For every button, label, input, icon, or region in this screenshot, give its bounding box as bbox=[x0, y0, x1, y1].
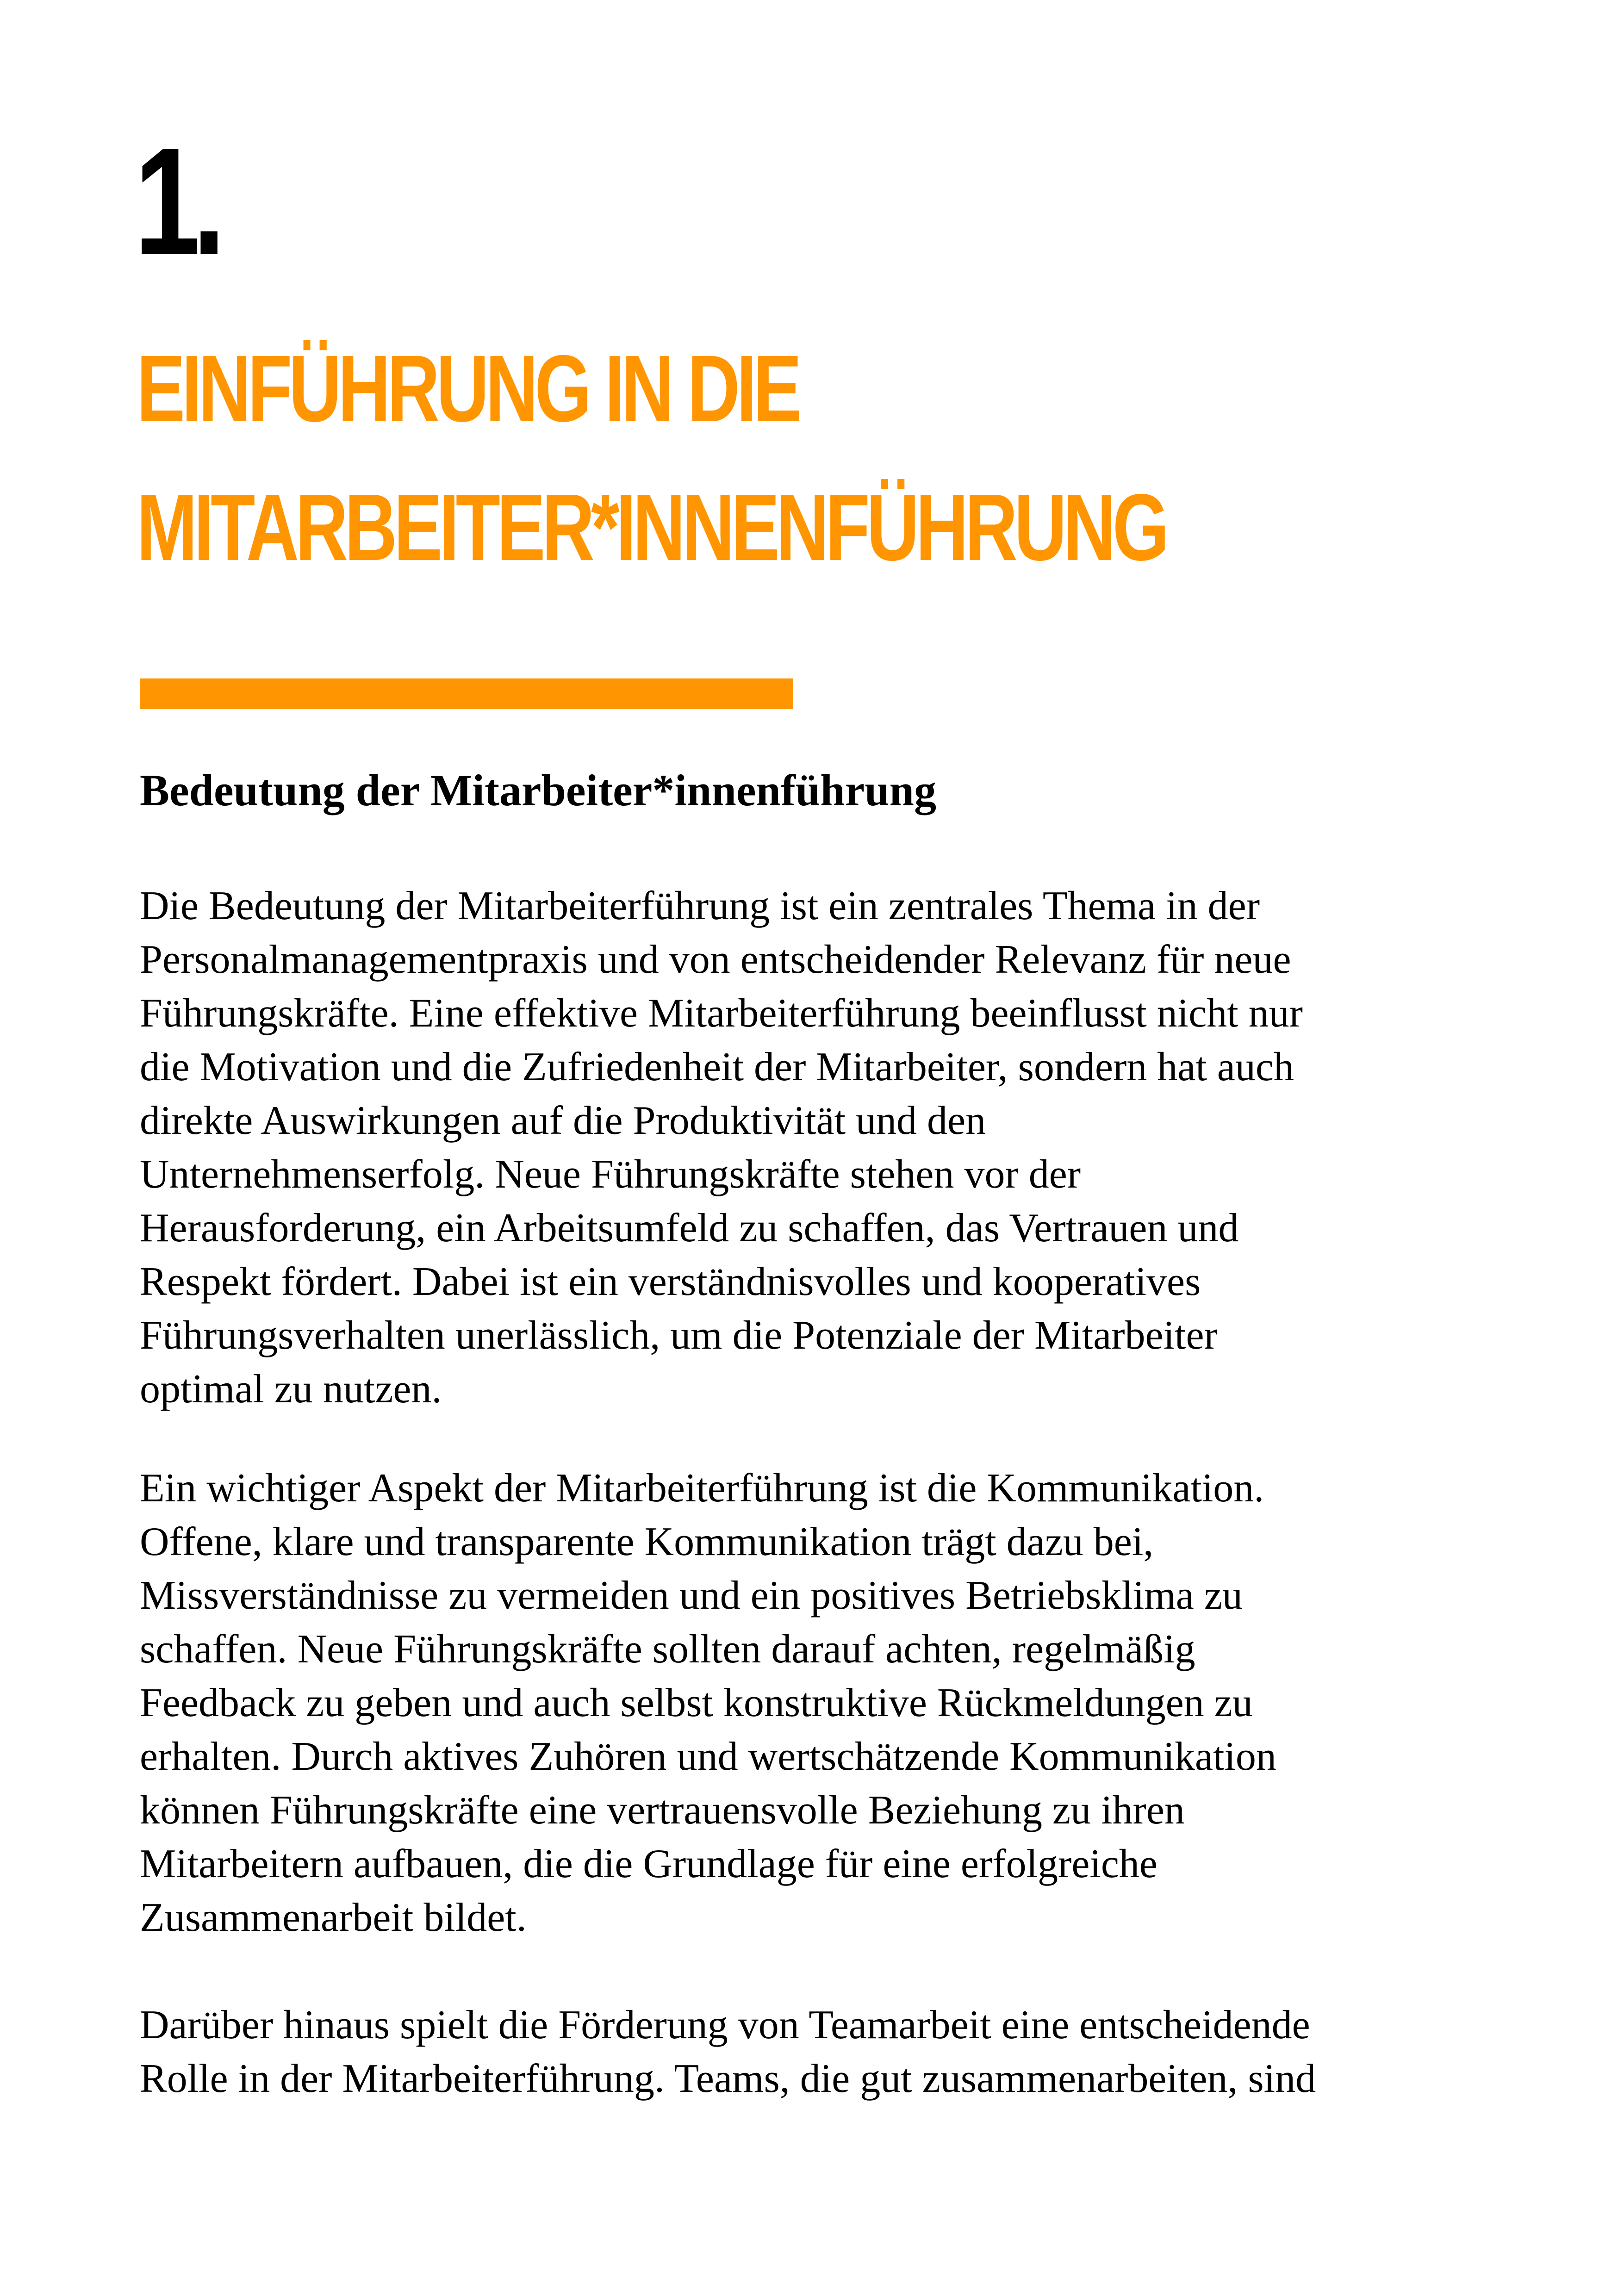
text-line: Herausforderung, ein Arbeitsumfeld zu schaffen, das Vertrauen und bbox=[140, 1206, 1239, 1251]
text-line: Respekt fördert. Dabei ist ein verständnisvolles und kooperatives bbox=[140, 1259, 1201, 1304]
chapter-title-line: EINFÜHRUNG IN DIE bbox=[137, 336, 799, 442]
body-paragraph bbox=[140, 1998, 1528, 2106]
text-line: Führungskräfte. Eine effektive Mitarbeiterführung beeinflusst nicht nur bbox=[140, 991, 1303, 1036]
text-line: können Führungskräfte eine vertrauensvolle Beziehung zu ihren bbox=[140, 1788, 1185, 1833]
text-line: schaffen. Neue Führungskräfte sollten darauf achten, regelmäßig bbox=[140, 1627, 1195, 1672]
text-line: Missverständnisse zu vermeiden und ein positives Betriebsklima zu bbox=[140, 1573, 1243, 1618]
text-line: optimal zu nutzen. bbox=[140, 1367, 442, 1412]
chapter-number: 1. bbox=[134, 116, 218, 286]
text-line: Zusammenarbeit bildet. bbox=[140, 1895, 527, 1940]
text-line: direkte Auswirkungen auf die Produktivität und den bbox=[140, 1098, 986, 1143]
body-paragraph bbox=[140, 879, 1528, 1416]
body-paragraph bbox=[140, 1462, 1528, 1945]
text-line: die Motivation und die Zufriedenheit der Mitarbeiter, sondern hat auch bbox=[140, 1045, 1294, 1089]
text-line: Führungsverhalten unerlässlich, um die Potenziale der Mitarbeiter bbox=[140, 1313, 1218, 1358]
text-line: erhalten. Durch aktives Zuhören und wertschätzende Kommunikation bbox=[140, 1734, 1276, 1779]
text-line: Darüber hinaus spielt die Förderung von Teamarbeit eine entscheidende bbox=[140, 2003, 1310, 2047]
accent-rule bbox=[140, 678, 793, 709]
section-heading: Bedeutung der Mitarbeiter*innenführung bbox=[140, 765, 936, 815]
text-line: Unternehmenserfolg. Neue Führungskräfte stehen vor der bbox=[140, 1152, 1081, 1197]
text-line: Mitarbeitern aufbauen, die die Grundlage für eine erfolgreiche bbox=[140, 1842, 1157, 1886]
text-line: Personalmanagementpraxis und von entscheidender Relevanz für neue bbox=[140, 937, 1291, 982]
chapter-title bbox=[137, 319, 1166, 597]
text-line: Rolle in der Mitarbeiterführung. Teams, die gut zusammenarbeiten, sind bbox=[140, 2056, 1316, 2101]
text-line: Die Bedeutung der Mitarbeiterführung ist ein zentrales Thema in der bbox=[140, 884, 1260, 928]
text-line: Feedback zu geben und auch selbst konstruktive Rückmeldungen zu bbox=[140, 1680, 1253, 1725]
chapter-title-line: MITARBEITER*INNENFÜHRUNG bbox=[137, 474, 1166, 580]
text-line: Ein wichtiger Aspekt der Mitarbeiterführung ist die Kommunikation. bbox=[140, 1466, 1264, 1511]
text-line: Offene, klare und transparente Kommunikation trägt dazu bei, bbox=[140, 1519, 1154, 1564]
